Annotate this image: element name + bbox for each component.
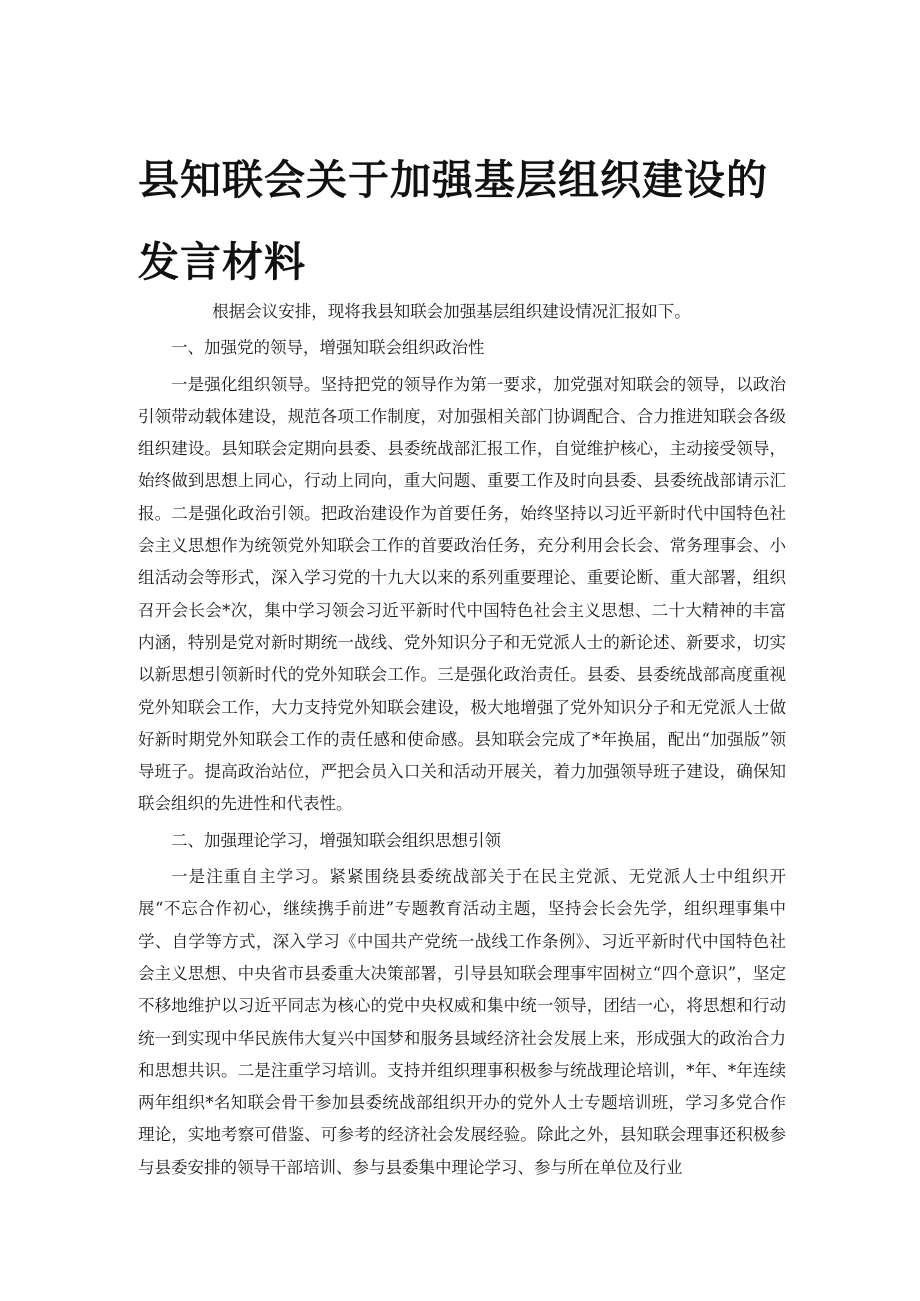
section-paragraph-1: 一是强化组织领导。坚持把党的领导作为第一要求，加党强对知联会的领导，以政治引领带动载体建设，规范各项工作制度，对加强相关部门协调配合、合力推进知联会各级组织建设。县知联会定期向县委、县委统战部汇报工作，自觉维护核心，主动接受领导，始终做到思想上同心，行动上同向，重大问题、重要工作及时向县委、县委统战部请示汇报。二是强化政治引领。把政治建设作为首要任务，始终坚持以习近平新时代中国特色社会主义思想作为统领党外知联会工作的首要政治任务，充分利用会长会、常务理事会、小组活动会等形式，深入学习党的十九大以来的系列重要理论、重要论断、重大部署，组织召开会长会*次，集中学习领会习近平新时代中国特色社会主义思想、二十大精神的丰富内涵，特别是党对新时期统一战线、党外知识分子和无党派人士的新论述、新要求，切实以新思想引领新时代的党外知联会工作。三是强化政治责任。县委、县委统战部高度重视党外知联会工作，大力支持党外知联会建设，极大地增强了党外知识分子和无党派人士做好新时期党外知联会工作的责任感和使命感。县知联会完成了*年换届，配出“加强版”领导班子。提高政治站位，严把会员入口关和活动开展关，着力加强领导班子建设，确保知联会组织的先进性和代表性。 bbox=[138, 374, 786, 814]
document-title: 县知联会关于加强基层组织建设的发言材料 bbox=[138, 156, 768, 286]
section-paragraph-2: 一是注重自主学习。紧紧围绕县委统战部关于在民主党派、无党派人士中组织开展“不忘合作初心，继续携手前进”专题教育活动主题，坚持会长会先学，组织理事集中学、自学等方式，深入学习《中国共产党统一战线工作条例》、习近平新时代中国特色社会主义思想、中央省市县委重大决策部署，引导县知联会理事牢固树立“四个意识”，坚定不移地维护以习近平同志为核心的党中央权威和集中统一领导，团结一心，将思想和行动统一到实现中华民族伟大复兴中国梦和服务县域经济社会发展上来，形成强大的政治合力和思想共识。二是注重学习培训。支持并组织理事积极参与统战理论培训，*年、*年连续两年组织*名知联会骨干参加县委统战部组织开办的党外人士专题培训班，学习多党合作理论，实地考察可借鉴、可参考的经济社会发展经验。除此之外，县知联会理事还积极参与县委安排的领导干部培训、参与县委集中理论学习、参与所在单位及行业 bbox=[138, 867, 786, 1177]
intro-paragraph: 根据会议安排，现将我县知联会加强基层组织建设情况汇报如下。 bbox=[212, 302, 691, 321]
section-heading-2: 二、加强理论学习，增强知联会组织思想引领 bbox=[171, 830, 501, 850]
document-body bbox=[138, 296, 786, 1184]
section-heading-1: 一、加强党的领导，增强知联会组织政治性 bbox=[171, 338, 485, 358]
